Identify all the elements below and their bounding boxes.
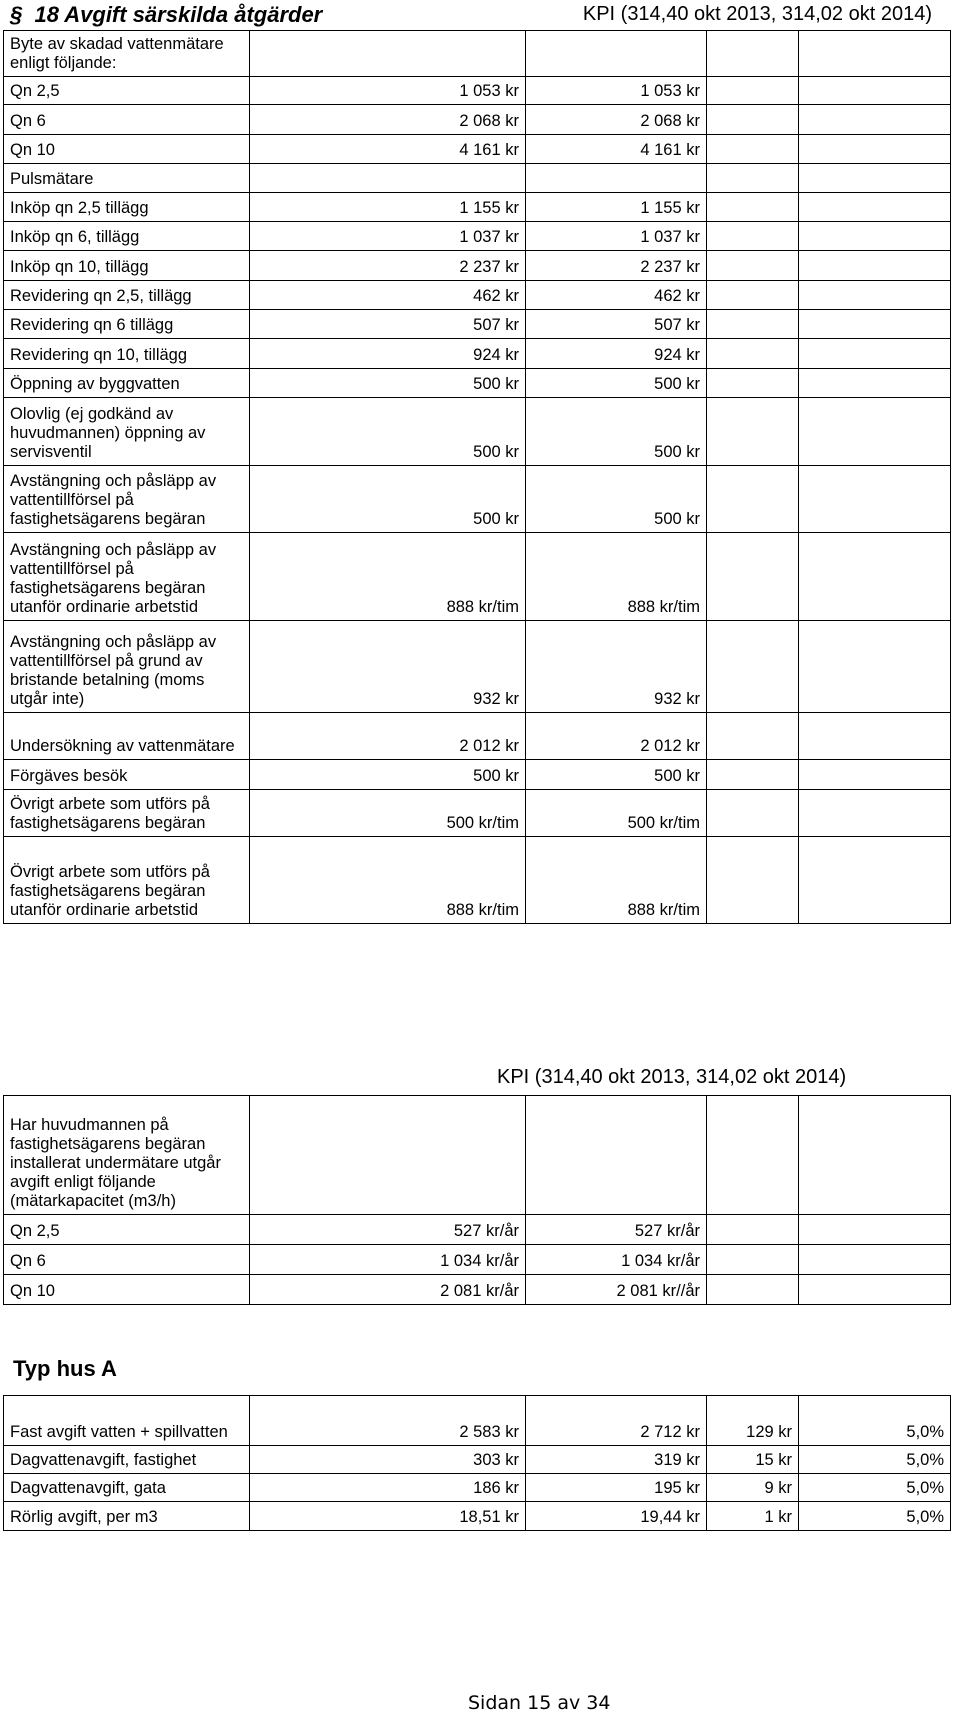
empty-cell bbox=[799, 1215, 951, 1245]
empty-cell bbox=[707, 1245, 799, 1275]
empty-cell bbox=[707, 135, 799, 164]
row-label: Avstängning och påsläpp av vattentillförsel på fastighetsägarens begäran bbox=[4, 466, 250, 533]
table-row bbox=[4, 105, 951, 135]
fee-table bbox=[3, 30, 951, 924]
value-b bbox=[526, 1096, 707, 1215]
value-d: 5,0% bbox=[799, 1502, 951, 1531]
table-row bbox=[4, 1096, 951, 1215]
value-a: 2 012 kr bbox=[250, 713, 526, 760]
row-label: Byte av skadad vattenmätare enligt följande: bbox=[4, 31, 250, 77]
typ-hus-heading: Typ hus A bbox=[13, 1356, 117, 1381]
value-b: 888 kr/tim bbox=[526, 533, 707, 621]
table-row bbox=[4, 135, 951, 164]
row-label: Qn 6 bbox=[4, 1245, 250, 1275]
value-a: 888 kr/tim bbox=[250, 533, 526, 621]
row-label: Qn 10 bbox=[4, 135, 250, 164]
empty-cell bbox=[799, 369, 951, 398]
empty-cell bbox=[799, 164, 951, 193]
row-label: Dagvattenavgift, fastighet bbox=[4, 1446, 250, 1474]
value-d: 5,0% bbox=[799, 1396, 951, 1446]
empty-cell bbox=[707, 281, 799, 310]
empty-cell bbox=[707, 1275, 799, 1305]
value-a: 924 kr bbox=[250, 339, 526, 369]
empty-cell bbox=[799, 281, 951, 310]
value-a: 303 kr bbox=[250, 1446, 526, 1474]
row-label: Revidering qn 6 tillägg bbox=[4, 310, 250, 339]
table-row bbox=[4, 533, 951, 621]
value-a: 2 081 kr/år bbox=[250, 1275, 526, 1305]
empty-cell bbox=[707, 193, 799, 222]
table-row bbox=[4, 1396, 951, 1446]
row-label: Revidering qn 2,5, tillägg bbox=[4, 281, 250, 310]
empty-cell bbox=[707, 251, 799, 281]
table-row bbox=[4, 713, 951, 760]
value-a: 2 237 kr bbox=[250, 251, 526, 281]
value-a: 1 037 kr bbox=[250, 222, 526, 251]
table-row bbox=[4, 837, 951, 924]
empty-cell bbox=[799, 1096, 951, 1215]
empty-cell bbox=[799, 339, 951, 369]
row-label: Avstängning och påsläpp av vattentillförsel på grund av bristande betalning (moms utgår inte) bbox=[4, 621, 250, 713]
table-row bbox=[4, 222, 951, 251]
value-d: 5,0% bbox=[799, 1474, 951, 1502]
value-c: 1 kr bbox=[707, 1502, 799, 1531]
empty-cell bbox=[799, 105, 951, 135]
value-a: 4 161 kr bbox=[250, 135, 526, 164]
value-b: 1 155 kr bbox=[526, 193, 707, 222]
empty-cell bbox=[799, 837, 951, 924]
empty-cell bbox=[707, 837, 799, 924]
row-label: Qn 2,5 bbox=[4, 1215, 250, 1245]
value-b: 500 kr bbox=[526, 369, 707, 398]
empty-cell bbox=[707, 398, 799, 466]
table-row bbox=[4, 760, 951, 790]
empty-cell bbox=[799, 398, 951, 466]
value-b: 1 037 kr bbox=[526, 222, 707, 251]
value-b: 462 kr bbox=[526, 281, 707, 310]
value-b: 4 161 kr bbox=[526, 135, 707, 164]
empty-cell bbox=[707, 339, 799, 369]
empty-cell bbox=[707, 310, 799, 339]
empty-cell bbox=[799, 1245, 951, 1275]
table-row bbox=[4, 1215, 951, 1245]
kpi-note-repeat: KPI (314,40 okt 2013, 314,02 okt 2014) bbox=[497, 1066, 847, 1088]
value-a: 888 kr/tim bbox=[250, 837, 526, 924]
value-b: 2 012 kr bbox=[526, 713, 707, 760]
value-b bbox=[526, 31, 707, 77]
row-label: Inköp qn 6, tillägg bbox=[4, 222, 250, 251]
empty-cell bbox=[799, 621, 951, 713]
value-a: 1 034 kr/år bbox=[250, 1245, 526, 1275]
table-row bbox=[4, 31, 951, 77]
section-symbol: § bbox=[10, 2, 23, 27]
value-b: 195 kr bbox=[526, 1474, 707, 1502]
value-b: 2 081 kr//år bbox=[526, 1275, 707, 1305]
table-row bbox=[4, 339, 951, 369]
row-label: Har huvudmannen på fastighetsägarens begäran installerat undermätare utgår avgift enligt följande (mätarkapacitet (m3/h) bbox=[4, 1096, 250, 1215]
value-a: 1 155 kr bbox=[250, 193, 526, 222]
empty-cell bbox=[707, 533, 799, 621]
row-label: Qn 2,5 bbox=[4, 77, 250, 105]
table-row bbox=[4, 369, 951, 398]
value-b: 1 053 kr bbox=[526, 77, 707, 105]
value-a: 527 kr/år bbox=[250, 1215, 526, 1245]
value-b: 500 kr bbox=[526, 466, 707, 533]
empty-cell bbox=[799, 31, 951, 77]
empty-cell bbox=[707, 222, 799, 251]
submeter-table bbox=[3, 1095, 951, 1305]
value-c: 15 kr bbox=[707, 1446, 799, 1474]
row-label: Revidering qn 10, tillägg bbox=[4, 339, 250, 369]
value-a: 500 kr/tim bbox=[250, 790, 526, 837]
section-title-text: 18 Avgift särskilda åtgärder bbox=[34, 2, 323, 27]
empty-cell bbox=[707, 1215, 799, 1245]
empty-cell bbox=[799, 466, 951, 533]
section-heading bbox=[10, 0, 950, 30]
empty-cell bbox=[707, 369, 799, 398]
empty-cell bbox=[799, 222, 951, 251]
value-a: 500 kr bbox=[250, 398, 526, 466]
table-row bbox=[4, 310, 951, 339]
table-row bbox=[4, 466, 951, 533]
value-a: 500 kr bbox=[250, 760, 526, 790]
value-a: 186 kr bbox=[250, 1474, 526, 1502]
row-label: Övrigt arbete som utförs på fastighetsägarens begäran utanför ordinarie arbetstid bbox=[4, 837, 250, 924]
row-label: Öppning av byggvatten bbox=[4, 369, 250, 398]
value-c: 129 kr bbox=[707, 1396, 799, 1446]
row-label: Fast avgift vatten + spillvatten bbox=[4, 1396, 250, 1446]
value-b: 500 kr/tim bbox=[526, 790, 707, 837]
value-a: 18,51 kr bbox=[250, 1502, 526, 1531]
table-row bbox=[4, 1446, 951, 1474]
row-label: Övrigt arbete som utförs på fastighetsägarens begäran bbox=[4, 790, 250, 837]
table-row bbox=[4, 251, 951, 281]
table-row bbox=[4, 1474, 951, 1502]
value-a: 462 kr bbox=[250, 281, 526, 310]
table-row bbox=[4, 621, 951, 713]
empty-cell bbox=[799, 760, 951, 790]
value-a: 1 053 kr bbox=[250, 77, 526, 105]
table-row bbox=[4, 77, 951, 105]
empty-cell bbox=[707, 621, 799, 713]
value-a: 2 068 kr bbox=[250, 105, 526, 135]
section-title bbox=[10, 2, 322, 28]
value-b: 2 712 kr bbox=[526, 1396, 707, 1446]
value-b: 19,44 kr bbox=[526, 1502, 707, 1531]
value-b: 924 kr bbox=[526, 339, 707, 369]
empty-cell bbox=[799, 533, 951, 621]
row-label: Rörlig avgift, per m3 bbox=[4, 1502, 250, 1531]
value-a bbox=[250, 164, 526, 193]
empty-cell bbox=[799, 790, 951, 837]
value-d: 5,0% bbox=[799, 1446, 951, 1474]
empty-cell bbox=[707, 760, 799, 790]
table-row bbox=[4, 790, 951, 837]
empty-cell bbox=[799, 135, 951, 164]
value-a: 507 kr bbox=[250, 310, 526, 339]
empty-cell bbox=[707, 105, 799, 135]
value-a bbox=[250, 1096, 526, 1215]
empty-cell bbox=[707, 1096, 799, 1215]
value-c: 9 kr bbox=[707, 1474, 799, 1502]
value-b: 932 kr bbox=[526, 621, 707, 713]
value-a: 500 kr bbox=[250, 369, 526, 398]
row-label: Dagvattenavgift, gata bbox=[4, 1474, 250, 1502]
empty-cell bbox=[799, 1275, 951, 1305]
row-label: Qn 10 bbox=[4, 1275, 250, 1305]
empty-cell bbox=[799, 77, 951, 105]
table-row bbox=[4, 281, 951, 310]
value-a: 932 kr bbox=[250, 621, 526, 713]
table-row bbox=[4, 1245, 951, 1275]
row-label: Inköp qn 10, tillägg bbox=[4, 251, 250, 281]
value-b: 500 kr bbox=[526, 398, 707, 466]
value-b: 319 kr bbox=[526, 1446, 707, 1474]
table-row bbox=[4, 398, 951, 466]
row-label: Olovlig (ej godkänd av huvudmannen) öppning av servisventil bbox=[4, 398, 250, 466]
row-label: Undersökning av vattenmätare bbox=[4, 713, 250, 760]
empty-cell bbox=[799, 251, 951, 281]
empty-cell bbox=[707, 790, 799, 837]
empty-cell bbox=[799, 310, 951, 339]
empty-cell bbox=[799, 713, 951, 760]
row-label: Avstängning och påsläpp av vattentillförsel på fastighetsägarens begäran utanför ordinarie arbetstid bbox=[4, 533, 250, 621]
empty-cell bbox=[707, 31, 799, 77]
value-b: 1 034 kr/år bbox=[526, 1245, 707, 1275]
value-a bbox=[250, 31, 526, 77]
table-row bbox=[4, 1502, 951, 1531]
table-row bbox=[4, 193, 951, 222]
value-a: 2 583 kr bbox=[250, 1396, 526, 1446]
table-row bbox=[4, 1275, 951, 1305]
row-label: Förgäves besök bbox=[4, 760, 250, 790]
value-b: 2 237 kr bbox=[526, 251, 707, 281]
value-b: 507 kr bbox=[526, 310, 707, 339]
empty-cell bbox=[707, 164, 799, 193]
kpi-note: KPI (314,40 okt 2013, 314,02 okt 2014) bbox=[582, 3, 932, 25]
typ-hus-table bbox=[3, 1395, 951, 1531]
empty-cell bbox=[707, 77, 799, 105]
row-label: Pulsmätare bbox=[4, 164, 250, 193]
row-label: Qn 6 bbox=[4, 105, 250, 135]
empty-cell bbox=[707, 713, 799, 760]
value-b: 500 kr bbox=[526, 760, 707, 790]
empty-cell bbox=[799, 193, 951, 222]
table-row bbox=[4, 164, 951, 193]
value-b: 888 kr/tim bbox=[526, 837, 707, 924]
value-a: 500 kr bbox=[250, 466, 526, 533]
value-b: 2 068 kr bbox=[526, 105, 707, 135]
empty-cell bbox=[707, 466, 799, 533]
row-label: Inköp qn 2,5 tillägg bbox=[4, 193, 250, 222]
page-number: Sidan 15 av 34 bbox=[468, 1692, 611, 1714]
value-b bbox=[526, 164, 707, 193]
value-b: 527 kr/år bbox=[526, 1215, 707, 1245]
